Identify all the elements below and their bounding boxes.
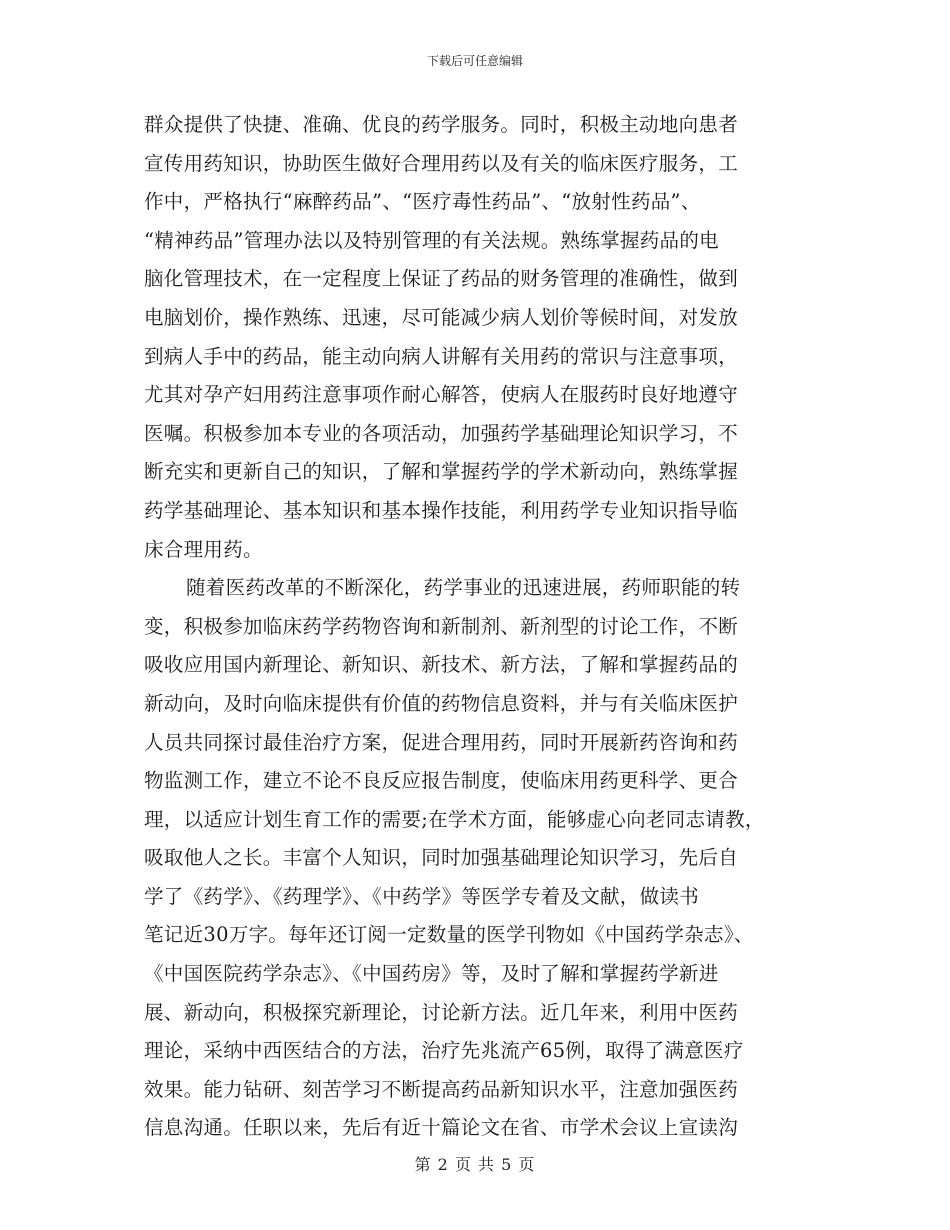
paragraph-2 (144, 569, 816, 1148)
text-line: 药学基础理论、基本知识和基本操作技能，利用药学专业知识指导临 (144, 498, 739, 522)
text-line: 新动向，及时向临床提供有价值的药物信息资料，并与有关临床医护 (144, 691, 739, 715)
text-line: “精神药品”管理办法以及特别管理的有关法规。熟练掌握药品的电 (144, 228, 719, 252)
page-number: 第 2 页 共 5 页 (414, 1155, 536, 1174)
text-line: 展、新动向，积极探究新理论，讨论新方法。近几年来，利用中医药 (144, 1000, 739, 1024)
text-line: 变，积极参加临床药学药物咨询和新制剂、新剂型的讨论工作，不断 (144, 614, 739, 638)
text-line: 宣传用药知识，协助医生做好合理用药以及有关的临床医疗服务，工 (144, 151, 739, 175)
text-line: 理论，采纳中西医结合的方法，治疗先兆流产65例，取得了满意医疗 (144, 1039, 744, 1063)
text-line: 吸取他人之长。丰富个人知识，同时加强基础理论知识学习，先后自 (144, 846, 739, 870)
text-line: 断充实和更新自己的知识，了解和掌握药学的学术新动向，熟练掌握 (144, 460, 739, 484)
text-line: 学了《药学》、《药理学》、《中药学》等医学专着及文献，做读书 (144, 884, 700, 908)
text-line: 信息沟通。任职以来，先后有近十篇论文在省、市学术会议上宣读沟 (144, 1116, 739, 1140)
text-line: 尤其对孕产妇用药注意事项作耐心解答，使病人在服药时良好地遵守 (144, 383, 739, 407)
text-line: 脑化管理技术，在一定程度上保证了药品的财务管理的准确性，做到 (144, 267, 739, 291)
text-line: 物监测工作，建立不论不良反应报告制度，使临床用药更科学、更合 (144, 769, 739, 793)
text-line: 群众提供了快捷、准确、优良的药学服务。同时，积极主动地向患者 (144, 113, 739, 136)
text-line: 笔记近30万字。每年还订阅一定数量的医学刊物如《中国药学杂志》、 (144, 923, 754, 947)
text-line: 医嘱。积极参加本专业的各项活动，加强药学基础理论知识学习，不 (144, 421, 739, 445)
text-line: 吸收应用国内新理论、新知识、新技术、新方法，了解和掌握药品的 (144, 653, 739, 677)
text-line: 人员共同探讨最佳治疗方案，促进合理用药，同时开展新药咨询和药 (144, 730, 739, 754)
text-line: 电脑划价，操作熟练、迅速，尽可能减少病人划价等候时间，对发放 (144, 305, 739, 329)
page-header: 下载后可任意编辑 (426, 54, 523, 68)
paragraph-1 (144, 106, 816, 569)
text-line: 理，以适应计划生育工作的需要;在学术方面，能够虚心向老同志请教， (144, 807, 765, 831)
text-line: 作中，严格执行“麻醉药品”、“医疗毒性药品”、“放射性药品”、 (144, 190, 701, 214)
document-body (144, 106, 816, 1148)
text-line: 效果。能力钻研、刻苦学习不断提高药品新知识水平，注意加强医药 (144, 1077, 739, 1101)
text-line: 床合理用药。 (144, 537, 263, 561)
text-line: 随着医药改革的不断深化，药学事业的迅速进展，药师职能的转 (186, 576, 741, 600)
text-line: 到病人手中的药品，能主动向病人讲解有关用药的常识与注意事项， (144, 344, 739, 368)
text-line: 《中国医院药学杂志》、《中国药房》等，及时了解和掌握药学新进 (144, 962, 719, 986)
